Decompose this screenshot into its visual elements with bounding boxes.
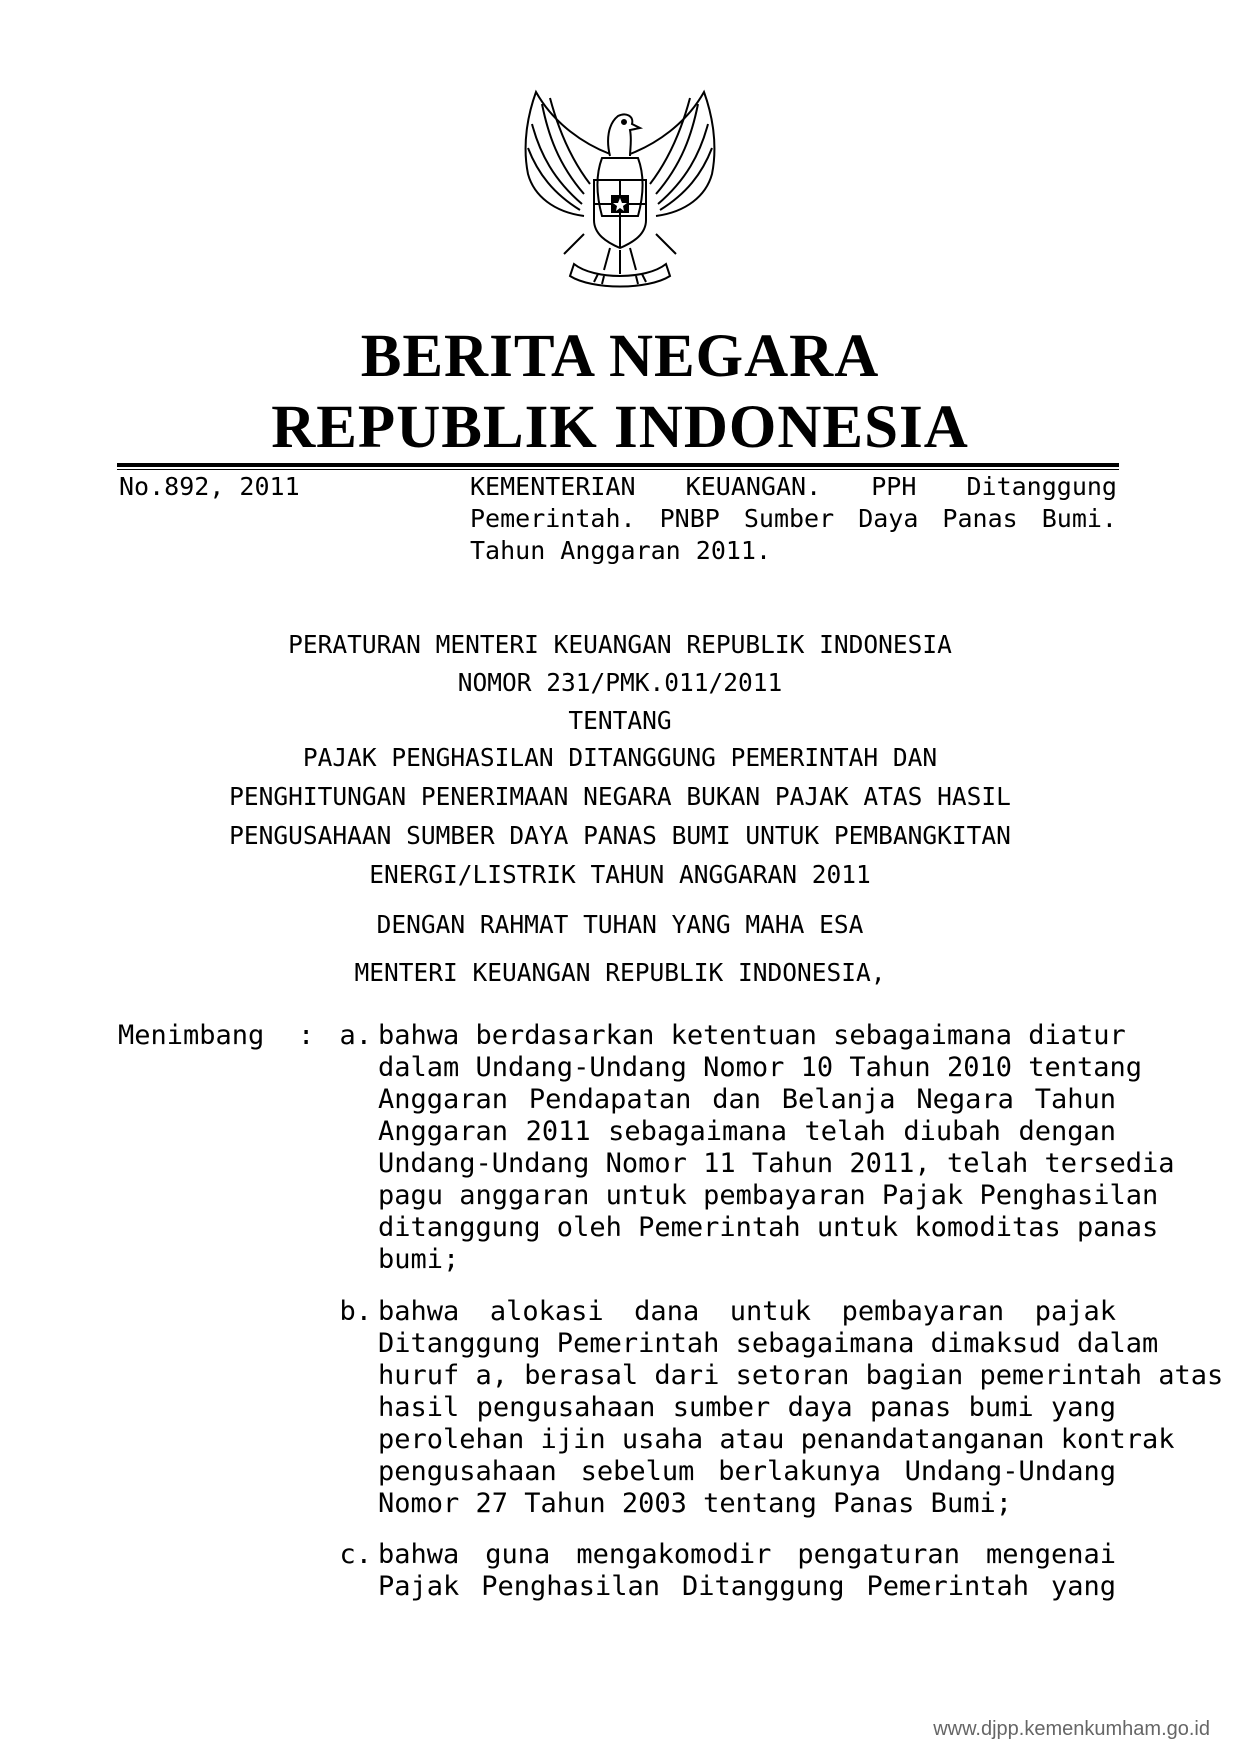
- consideration-line: Ditanggung Pemerintah sebagaimana dimaksud dalam: [378, 1328, 1159, 1359]
- source-url: www.djpp.kemenkumham.go.id: [933, 1718, 1210, 1740]
- consideration-item-a: [378, 1020, 1175, 1276]
- consideration-line: bahwa berdasarkan ketentuan sebagaimana diatur: [378, 1020, 1126, 1051]
- considerations-colon: :: [298, 1020, 315, 1051]
- regulation-number: NOMOR 231/PMK.011/2011: [457, 668, 783, 697]
- considerations-label: Menimbang: [118, 1020, 265, 1051]
- consideration-item-b: [378, 1296, 1224, 1520]
- consideration-line: Undang-Undang Nomor 11 Tahun 2011, telah tersedia: [378, 1148, 1175, 1179]
- regulation-title-line: ENERGI/LISTRIK TAHUN ANGGARAN 2011: [369, 860, 871, 889]
- regulation-title-line: PENGHITUNGAN PENERIMAAN NEGARA BUKAN PAJAK ATAS HASIL: [229, 782, 1011, 811]
- consideration-item-c: [378, 1539, 1116, 1603]
- masthead-rule-thin: [117, 469, 1119, 470]
- consideration-line: ditanggung oleh Pemerintah untuk komoditas panas: [378, 1212, 1159, 1243]
- consideration-letter: b.: [339, 1296, 372, 1327]
- consideration-line: pagu anggaran untuk pembayaran Pajak Penghasilan: [378, 1180, 1159, 1211]
- masthead-subtitle: REPUBLIK INDONESIA: [271, 394, 969, 461]
- consideration-line: hasil pengusahaan sumber daya panas bumi yang: [378, 1392, 1116, 1423]
- consideration-line: bahwa guna mengakomodir pengaturan mengenai: [378, 1539, 1116, 1570]
- regulation-about: TENTANG: [568, 706, 672, 735]
- regulation-title: [60, 738, 1180, 894]
- masthead-rule: [117, 463, 1119, 467]
- issue-subject: KEMENTERIAN KEUANGAN. PPH Ditanggung Pemerintah. PNBP Sumber Daya Panas Bumi. Tahun Anggaran 2011.: [470, 472, 1117, 565]
- masthead-title: BERITA NEGARA: [360, 323, 880, 390]
- consideration-letter: c.: [339, 1539, 372, 1570]
- consideration-line: Anggaran 2011 sebagaimana telah diubah dengan: [378, 1116, 1116, 1147]
- consideration-line: huruf a, berasal dari setoran bagian pemerintah atas: [378, 1360, 1224, 1391]
- preamble-invocation: DENGAN RAHMAT TUHAN YANG MAHA ESA: [376, 910, 864, 939]
- consideration-letter: a.: [339, 1020, 372, 1051]
- issue-number: No.892, 2011: [119, 472, 300, 501]
- consideration-line: dalam Undang-Undang Nomor 10 Tahun 2010 tentang: [378, 1052, 1143, 1083]
- consideration-line: Nomor 27 Tahun 2003 tentang Panas Bumi;: [378, 1488, 1012, 1519]
- consideration-line: perolehan ijin usaha atau penandatanganan kontrak: [378, 1424, 1175, 1455]
- preamble-minister: MENTERI KEUANGAN REPUBLIK INDONESIA,: [354, 958, 886, 987]
- consideration-line: Anggaran Pendapatan dan Belanja Negara Tahun: [378, 1084, 1116, 1115]
- regulation-type: PERATURAN MENTERI KEUANGAN REPUBLIK INDONESIA: [288, 630, 952, 659]
- consideration-line: bumi;: [378, 1244, 460, 1275]
- consideration-line: bahwa alokasi dana untuk pembayaran pajak: [378, 1296, 1116, 1327]
- regulation-title-line: PAJAK PENGHASILAN DITANGGUNG PEMERINTAH DAN: [302, 743, 938, 772]
- consideration-line: pengusahaan sebelum berlakunya Undang-Undang: [378, 1456, 1116, 1487]
- consideration-line: Pajak Penghasilan Ditanggung Pemerintah yang: [378, 1571, 1116, 1602]
- regulation-title-line: PENGUSAHAAN SUMBER DAYA PANAS BUMI UNTUK PEMBANGKITAN: [229, 821, 1011, 850]
- garuda-pancasila-emblem-icon: [514, 84, 726, 296]
